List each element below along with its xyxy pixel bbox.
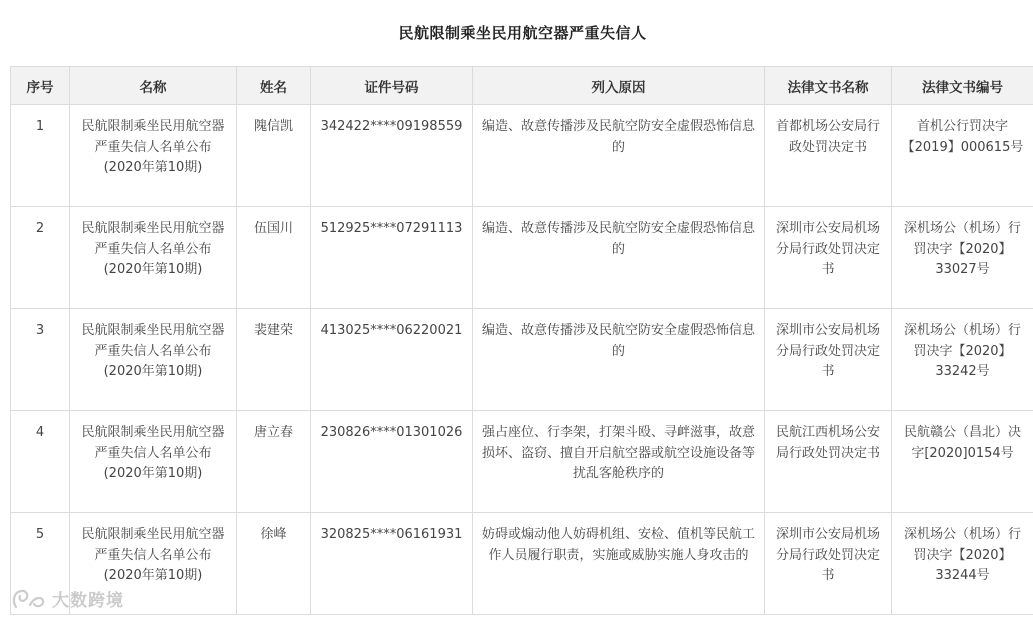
cell-doc-no: 首机公行罚决字【2019】000615号 xyxy=(892,105,1033,207)
blacklist-table xyxy=(10,66,1033,615)
cell-doc-name: 民航江西机场公安局行政处罚决定书 xyxy=(765,411,892,513)
table-header-row xyxy=(11,67,1033,105)
watermark xyxy=(10,586,124,611)
cell-doc-name: 深圳市公安局机场分局行政处罚决定书 xyxy=(765,309,892,411)
column-header-reason: 列入原因 xyxy=(473,67,765,105)
page-title: 民航限制乘坐民用航空器严重失信人 xyxy=(398,24,647,42)
cell-doc-name: 首都机场公安局行政处罚决定书 xyxy=(765,105,892,207)
cell-reason: 编造、故意传播涉及民航空防安全虚假恐怖信息的 xyxy=(473,105,765,207)
table-row xyxy=(11,411,1033,513)
cell-id: 413025****06220021 xyxy=(311,309,473,411)
cell-name: 民航限制乘坐民用航空器严重失信人名单公布(2020年第10期) xyxy=(70,513,237,615)
column-header-no: 序号 xyxy=(11,67,70,105)
watermark-logo-icon xyxy=(10,587,46,611)
cell-id: 230826****01301026 xyxy=(311,411,473,513)
table-row xyxy=(11,207,1033,309)
cell-no: 4 xyxy=(11,411,70,513)
cell-reason: 编造、故意传播涉及民航空防安全虚假恐怖信息的 xyxy=(473,207,765,309)
cell-doc-name: 深圳市公安局机场分局行政处罚决定书 xyxy=(765,207,892,309)
cell-reason: 强占座位、行李架，打架斗殴、寻衅滋事，故意损坏、盗窃、擅自开启航空器或航空设施设备等扰乱客舱秩序的 xyxy=(473,411,765,513)
cell-name: 民航限制乘坐民用航空器严重失信人名单公布(2020年第10期) xyxy=(70,105,237,207)
cell-no: 1 xyxy=(11,105,70,207)
cell-no: 2 xyxy=(11,207,70,309)
cell-doc-name: 深圳市公安局机场分局行政处罚决定书 xyxy=(765,513,892,615)
table-row xyxy=(11,309,1033,411)
column-header-name: 名称 xyxy=(70,67,237,105)
cell-reason: 编造、故意传播涉及民航空防安全虚假恐怖信息的 xyxy=(473,309,765,411)
cell-person: 徐峰 xyxy=(237,513,311,615)
cell-name: 民航限制乘坐民用航空器严重失信人名单公布(2020年第10期) xyxy=(70,207,237,309)
column-header-person: 姓名 xyxy=(237,67,311,105)
cell-name: 民航限制乘坐民用航空器严重失信人名单公布(2020年第10期) xyxy=(70,309,237,411)
cell-doc-no: 深机场公（机场）行罚决字【2020】33027号 xyxy=(892,207,1033,309)
cell-id: 512925****07291113 xyxy=(311,207,473,309)
cell-doc-no: 深机场公（机场）行罚决字【2020】33244号 xyxy=(892,513,1033,615)
cell-id: 342422****09198559 xyxy=(311,105,473,207)
cell-person: 伍国川 xyxy=(237,207,311,309)
table-row xyxy=(11,513,1033,615)
column-header-doc-no: 法律文书编号 xyxy=(892,67,1033,105)
cell-doc-no: 深机场公（机场）行罚决字【2020】33242号 xyxy=(892,309,1033,411)
cell-reason: 妨碍或煽动他人妨碍机组、安检、值机等民航工作人员履行职责，实施或威胁实施人身攻击的 xyxy=(473,513,765,615)
cell-doc-no: 民航赣公（昌北）决字[2020]0154号 xyxy=(892,411,1033,513)
watermark-text: 大数跨境 xyxy=(52,591,124,611)
cell-no: 3 xyxy=(11,309,70,411)
cell-person: 裴建荣 xyxy=(237,309,311,411)
cell-id: 320825****06161931 xyxy=(311,513,473,615)
cell-no: 5 xyxy=(11,513,70,615)
cell-person: 唐立春 xyxy=(237,411,311,513)
cell-person: 隗信凯 xyxy=(237,105,311,207)
column-header-id: 证件号码 xyxy=(311,67,473,105)
table-row xyxy=(11,105,1033,207)
cell-name: 民航限制乘坐民用航空器严重失信人名单公布(2020年第10期) xyxy=(70,411,237,513)
column-header-doc-name: 法律文书名称 xyxy=(765,67,892,105)
